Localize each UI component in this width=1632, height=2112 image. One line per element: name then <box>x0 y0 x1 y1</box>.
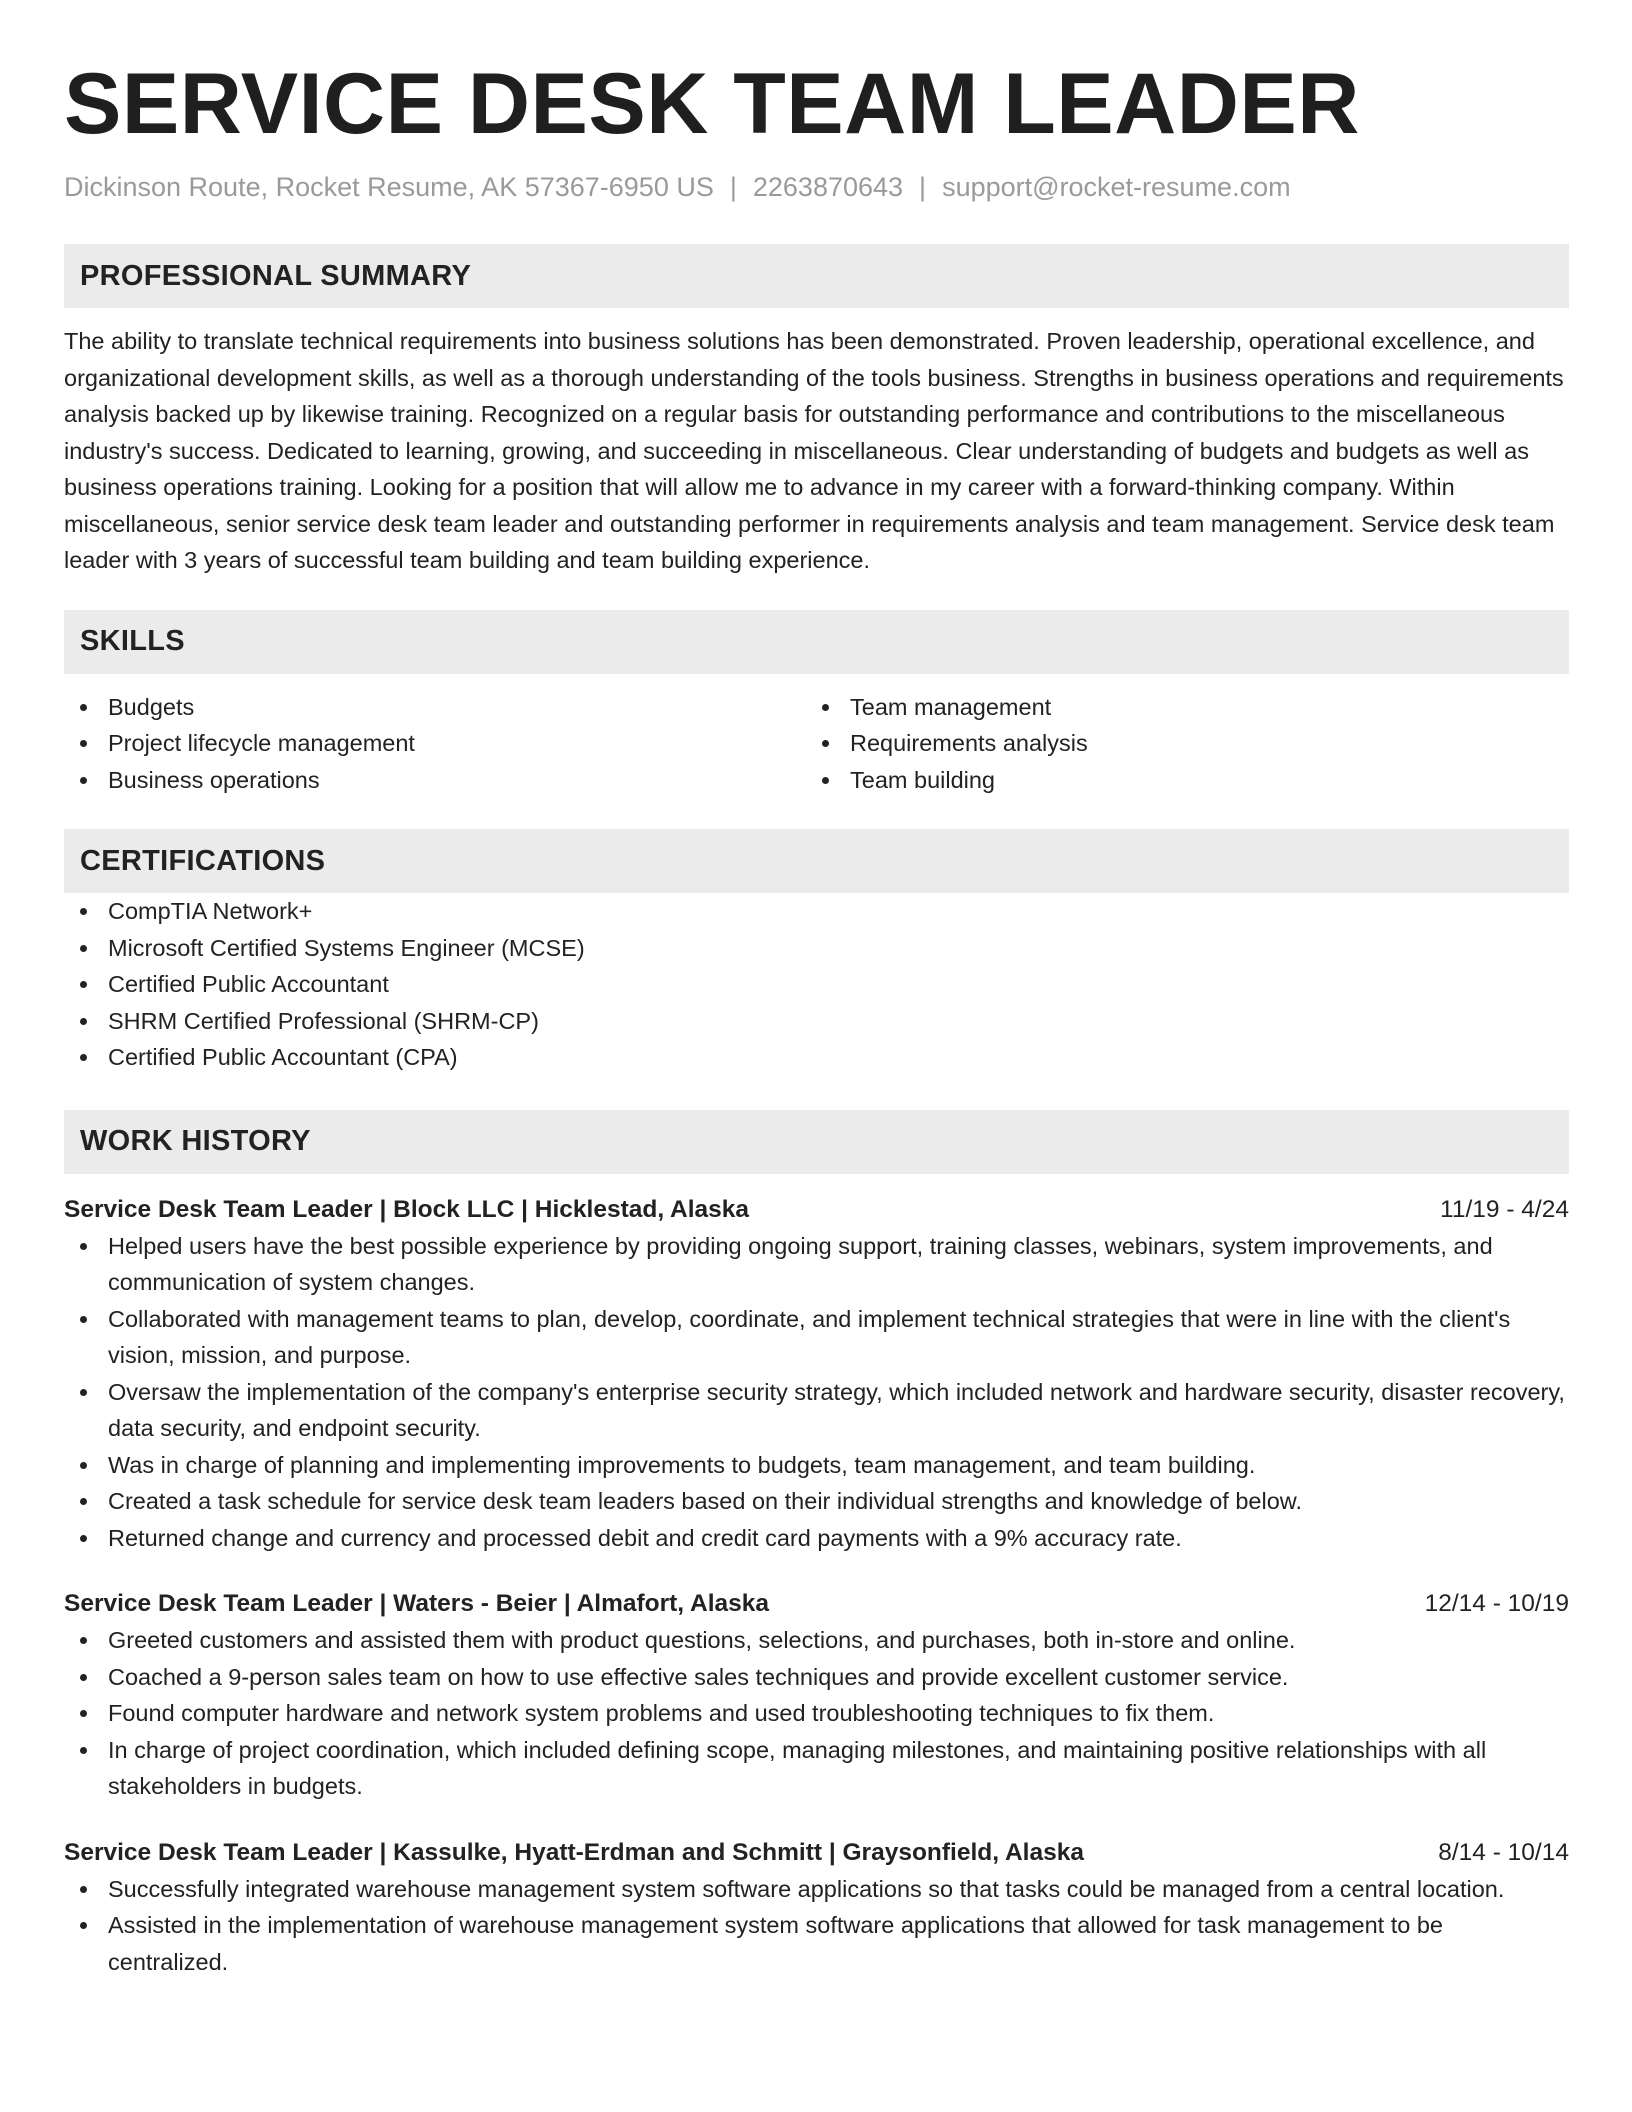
certification-item: CompTIA Network+ <box>64 893 1569 930</box>
job-bullet: Was in charge of planning and implementing improvements to budgets, team management, and team building. <box>64 1447 1569 1484</box>
job-bullets <box>64 1228 1569 1557</box>
resume-page <box>64 0 1569 1980</box>
certification-item: Certified Public Accountant (CPA) <box>64 1039 1569 1076</box>
job-entry <box>64 1835 1569 1981</box>
job-title: Service Desk Team Leader | Waters - Beier | Almafort, Alaska <box>64 1590 770 1617</box>
skill-item: Business operations <box>64 762 806 799</box>
contact-email: support@rocket-resume.com <box>942 172 1291 202</box>
job-bullet: Successfully integrated warehouse management system software applications so that tasks could be managed from a central location. <box>64 1871 1569 1908</box>
job-title: Service Desk Team Leader | Block LLC | Hicklestad, Alaska <box>64 1195 750 1223</box>
job-entry <box>64 1192 1569 1557</box>
certification-item: SHRM Certified Professional (SHRM-CP) <box>64 1003 1569 1040</box>
job-header <box>64 1586 1569 1622</box>
section-header-skills: SKILLS <box>64 610 1569 674</box>
skill-item: Team building <box>806 762 1548 799</box>
job-dates: 11/19 - 4/24 <box>1440 1195 1569 1223</box>
certifications-list <box>64 893 1569 1076</box>
contact-separator: | <box>919 172 927 202</box>
skills-list <box>64 689 1569 799</box>
summary-text: The ability to translate technical requirements into business solutions has been demonstrated. Proven leadership, operational excellence, and organizational development skills, as well as a thorough understanding of the tools business. Strengths in business operations and requirements analysis backed up by likewise training. Recognized on a regular basis for outstanding performance and contributions to the miscellaneous industry's success. Dedicated to learning, growing, and succeeding in miscellaneous. Clear understanding of budgets and budgets as well as business operations training. Looking for a position that will allow me to advance in my career with a forward-thinking company. Within miscellaneous, senior service desk team leader and outstanding performer in requirements analysis and team management. Service desk team leader with 3 years of successful team building and team building experience. <box>64 328 1564 573</box>
section-header-work-history: WORK HISTORY <box>64 1110 1569 1174</box>
job-bullet: Coached a 9-person sales team on how to use effective sales techniques and provide excellent customer service. <box>64 1659 1569 1696</box>
section-header-certifications: CERTIFICATIONS <box>64 829 1569 893</box>
job-dates: 12/14 - 10/19 <box>1424 1590 1569 1617</box>
page-title: SERVICE DESK TEAM LEADER <box>64 56 1360 152</box>
job-bullet: Collaborated with management teams to plan, develop, coordinate, and implement technical strategies that were in line with the client's vision, mission, and purpose. <box>64 1301 1569 1374</box>
job-bullet: Created a task schedule for service desk team leaders based on their individual strengths and knowledge of below. <box>64 1483 1569 1520</box>
job-header <box>64 1192 1569 1228</box>
skills-column-right <box>806 689 1548 799</box>
job-bullet: In charge of project coordination, which included defining scope, managing milestones, and maintaining positive relationships with all stakeholders in budgets. <box>64 1732 1569 1805</box>
skill-item: Project lifecycle management <box>64 725 806 762</box>
certification-item: Certified Public Accountant <box>64 966 1569 1003</box>
job-entry <box>64 1586 1569 1805</box>
certification-item: Microsoft Certified Systems Engineer (MCSE) <box>64 930 1569 967</box>
job-dates: 8/14 - 10/14 <box>1438 1838 1569 1866</box>
job-bullet: Assisted in the implementation of warehouse management system software applications that allowed for task management to be centralized. <box>64 1907 1569 1980</box>
skill-item: Requirements analysis <box>806 725 1548 762</box>
job-bullet: Oversaw the implementation of the company's enterprise security strategy, which included network and hardware security, disaster recovery, data security, and endpoint security. <box>64 1374 1569 1447</box>
contact-address: Dickinson Route, Rocket Resume, AK 57367-6950 US <box>64 172 714 202</box>
skill-item: Team management <box>806 689 1548 726</box>
job-bullet: Found computer hardware and network system problems and used troubleshooting techniques to fix them. <box>64 1695 1569 1732</box>
job-bullets <box>64 1622 1569 1805</box>
skills-column-left <box>64 689 806 799</box>
job-bullet: Helped users have the best possible experience by providing ongoing support, training classes, webinars, system improvements, and communication of system changes. <box>64 1228 1569 1301</box>
job-header <box>64 1835 1569 1871</box>
contact-line <box>64 170 1569 204</box>
job-bullet: Greeted customers and assisted them with product questions, selections, and purchases, both in-store and online. <box>64 1622 1569 1659</box>
job-title: Service Desk Team Leader | Kassulke, Hyatt-Erdman and Schmitt | Graysonfield, Alaska <box>64 1838 1084 1866</box>
job-bullet: Returned change and currency and processed debit and credit card payments with a 9% accuracy rate. <box>64 1520 1569 1557</box>
contact-separator: | <box>729 172 737 202</box>
section-header-summary: PROFESSIONAL SUMMARY <box>64 244 1569 308</box>
contact-phone: 2263870643 <box>752 172 904 202</box>
skill-item: Budgets <box>64 689 806 726</box>
job-bullets <box>64 1871 1569 1981</box>
